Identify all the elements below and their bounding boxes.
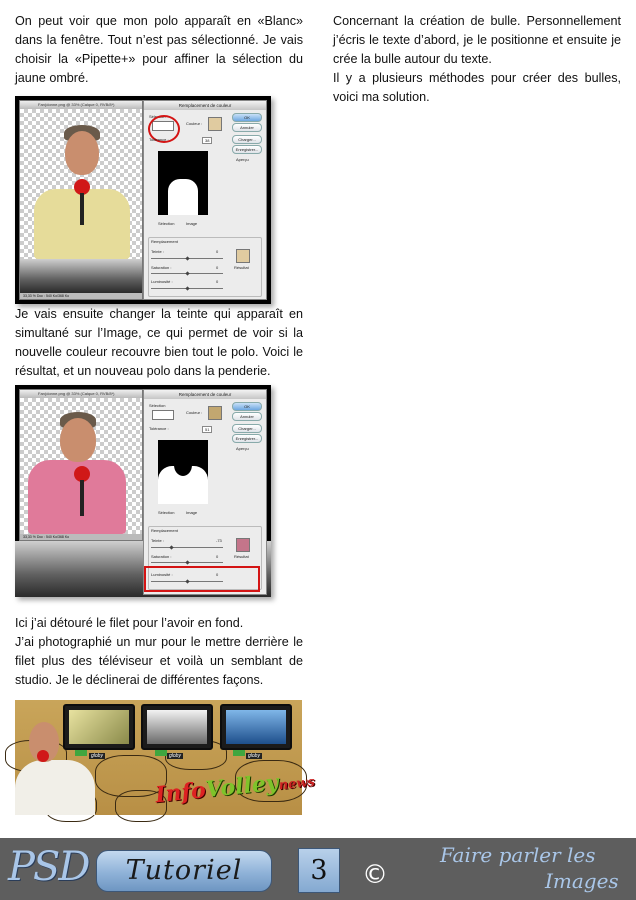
selection-label: Sélection — [149, 403, 166, 408]
tv-screen-2: globy — [141, 704, 213, 750]
left-column-block-3 — [15, 614, 303, 690]
tv-screen-1: globy — [63, 704, 135, 750]
selection-label: Sélection — [149, 114, 166, 119]
result-color-swatch[interactable] — [236, 249, 250, 263]
eyedropper-tools[interactable] — [152, 410, 174, 420]
document-title-bar: Fan(donne.png @ 33% (Calque 0, RVB/8*) — [20, 101, 142, 109]
ok-button[interactable]: OK — [232, 402, 262, 411]
cancel-button[interactable]: Annuler — [232, 412, 262, 421]
presenter-microphone — [37, 750, 49, 762]
paragraph-studio: J’ai photographié un mur pour le mettre derrière le filet plus des téléviseur et voilà un semblant de studio. Je le déclinerai de différentes façons. — [15, 635, 303, 687]
selection-mask-preview — [158, 151, 208, 215]
highlight-rectangle — [144, 566, 260, 592]
footer-title: Tutoriel — [125, 855, 243, 886]
document-title-bar: Fan(donne.png @ 33% (Calque 0, RVB/8*) — [20, 390, 142, 398]
tv-screen-3: globy — [220, 704, 292, 750]
color-replace-dialog: Remplacement de couleur Sélection Couleur : Tolérance : 51 Sélection Image OK Annuler Charger... Enregistrer... Aperçu Remplacement Teinte : -73 Saturation : 0 Résultat Luminosité : 0 — [143, 389, 267, 595]
screenshot-color-replace-pink — [15, 385, 271, 597]
tagline-line-1: Faire parler les — [440, 843, 596, 867]
copyright-icon: © — [362, 860, 388, 890]
ok-button[interactable]: OK — [232, 113, 262, 122]
selected-color-swatch[interactable] — [208, 117, 222, 131]
cancel-button[interactable]: Annuler — [232, 123, 262, 132]
face — [60, 418, 96, 462]
tolerance-value[interactable]: 38 — [202, 137, 212, 144]
hue-slider[interactable] — [151, 547, 223, 548]
page-footer — [0, 838, 636, 900]
paragraph-net-cutout: Ici j’ai détouré le filet pour l’avoir en fond. — [15, 616, 244, 630]
preview-checkbox[interactable]: Aperçu — [236, 157, 249, 162]
save-button[interactable]: Enregistrer... — [232, 145, 262, 154]
load-button[interactable]: Charger... — [232, 135, 262, 144]
face — [65, 131, 99, 175]
color-replace-dialog: Remplacement de couleur Sélection Couleur : Tolérance : 38 Sélection Image OK Annuler Charger... Enregistrer... Aperçu Remplacement Teinte : 0 Saturation : 0 Résultat Luminosité : 0 — [143, 100, 267, 300]
paragraph-hue-change: Je vais ensuite changer la teinte qui apparaît en simultané sur l’Image, ce qui permet de voir si la nouvelle couleur recouvre bien tout le polo. Voici le résultat, et un nouveau polo dans la penderie. — [15, 307, 303, 378]
paragraph-bubble-creation: Concernant la création de bulle. Personnellement j’écris le texte d’abord, je le positionne et ensuite je crée la bulle autour du texte. — [333, 14, 621, 66]
selection-mask-preview — [158, 440, 208, 504]
info-volley-news-logo: InfoVolleynews — [154, 769, 316, 809]
paragraph-bubble-methods: Il y a plusieurs méthodes pour créer des bulles, voici ma solution. — [333, 71, 621, 104]
page-number: 3 — [310, 855, 328, 886]
presenter-shirt — [15, 760, 95, 815]
psd-logo: PSD — [8, 844, 89, 890]
right-column — [333, 12, 621, 107]
tutoriel-plate — [96, 850, 272, 892]
photoshop-document-window — [19, 100, 143, 300]
page-number-box — [298, 848, 340, 893]
save-button[interactable]: Enregistrer... — [232, 434, 262, 443]
load-button[interactable]: Charger... — [232, 424, 262, 433]
hue-value[interactable]: 0 — [216, 249, 219, 254]
photoshop-document-window — [19, 389, 143, 541]
status-bar: 33,33 % Doc : 540 Ko/368 Ko — [20, 293, 142, 299]
dialog-title: Remplacement de couleur — [144, 390, 266, 399]
radio-image[interactable]: Image — [186, 221, 198, 226]
left-column-block-2 — [15, 305, 303, 381]
transparent-canvas — [20, 109, 142, 293]
transparent-canvas — [20, 398, 142, 534]
tagline-line-2: Images — [545, 869, 619, 893]
status-bar: 33,33 % Doc : 540 Ko/368 Ko — [20, 534, 142, 540]
tolerance-value[interactable]: 51 — [202, 426, 212, 433]
result-color-swatch[interactable] — [236, 538, 250, 552]
hue-value[interactable]: -73 — [216, 538, 222, 543]
screenshot-color-replace-yellow — [15, 96, 271, 304]
radio-selection[interactable]: Sélection — [158, 221, 175, 226]
paragraph-pipette: On peut voir que mon polo apparaît en «Blanc» dans la fenêtre. Tout n’est pas sélectionné. Je vais choisir la «Pipette+» pour affiner la sélection du jaune ombré. — [15, 14, 303, 85]
radio-selection[interactable]: Sélection — [158, 510, 175, 515]
preview-checkbox[interactable]: Aperçu — [236, 446, 249, 451]
dialog-title: Remplacement de couleur — [144, 101, 266, 110]
selected-color-swatch[interactable] — [208, 406, 222, 420]
radio-image[interactable]: Image — [186, 510, 198, 515]
left-column-block-1 — [15, 12, 303, 88]
studio-composite-image — [15, 700, 316, 815]
